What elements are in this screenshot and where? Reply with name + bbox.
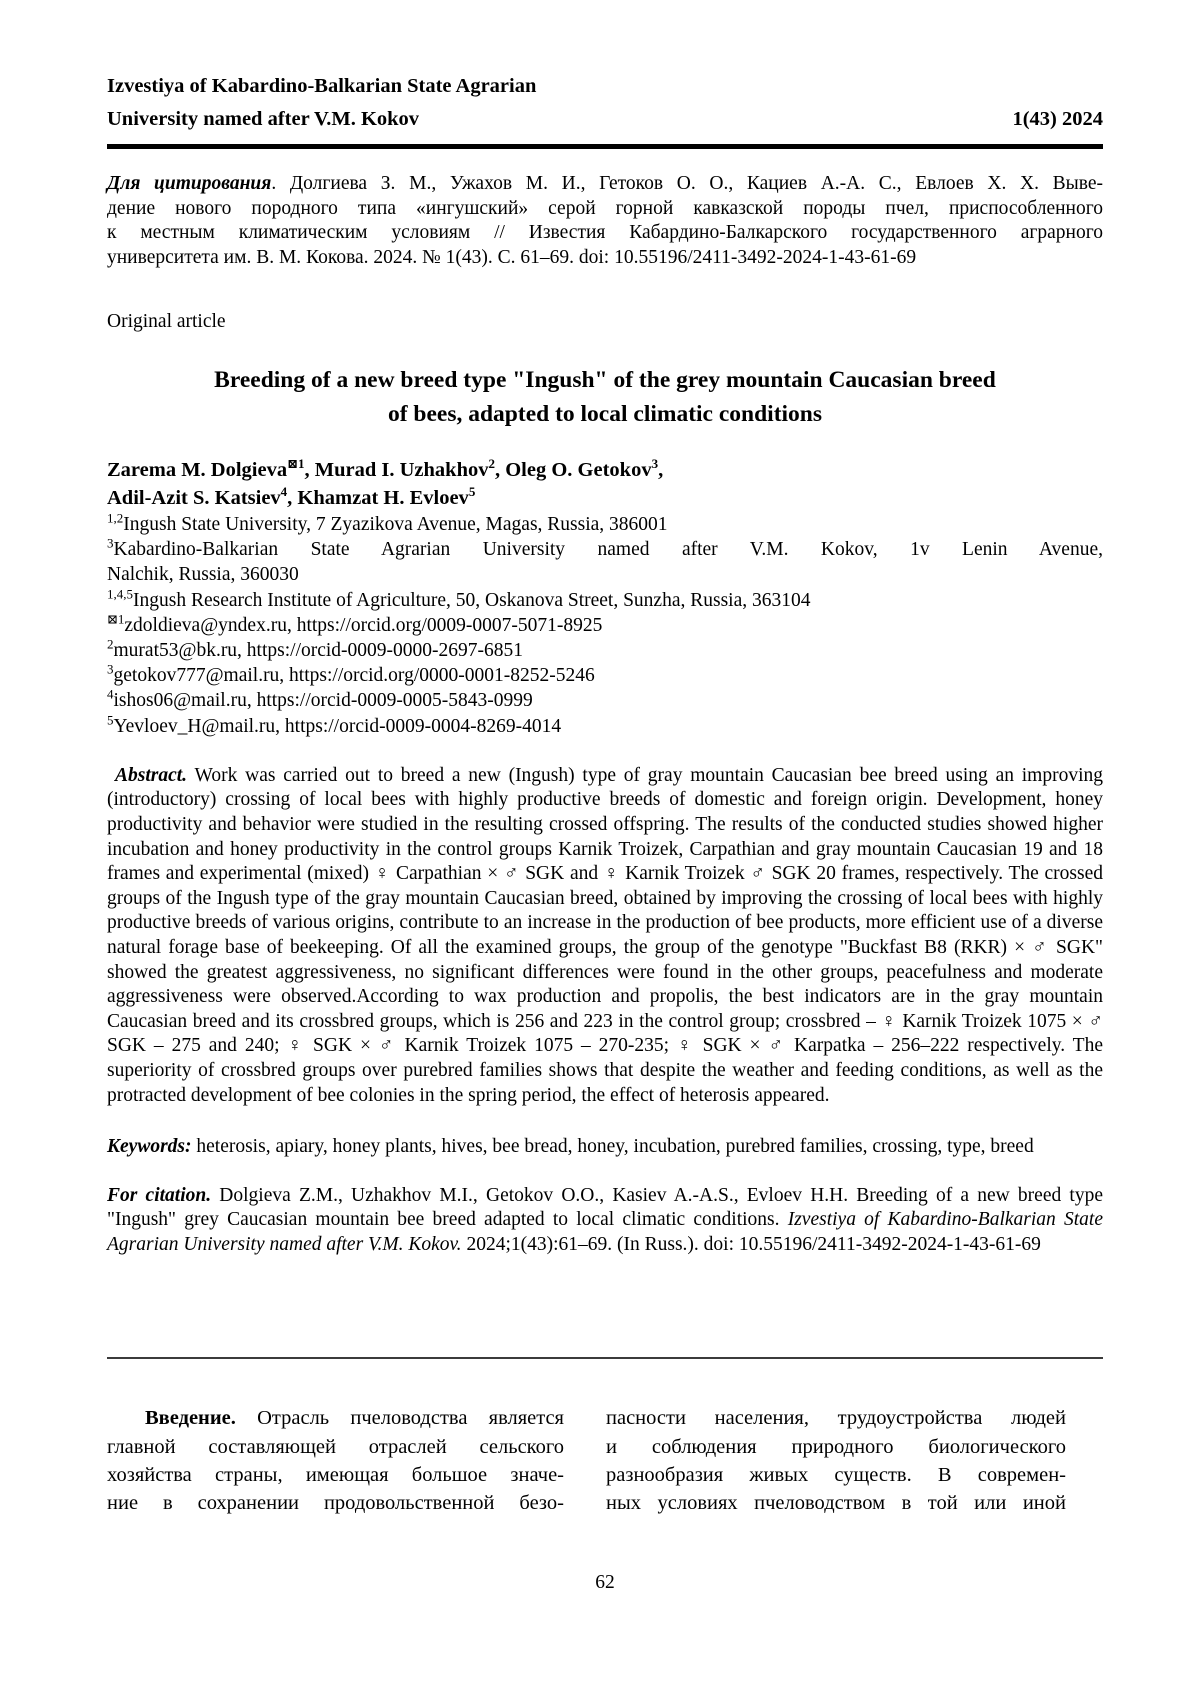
author-separator: , [658, 458, 664, 481]
russian-citation-block [107, 172, 1103, 270]
author-name: Murad I. Uzhakhov [314, 458, 489, 481]
article-title [107, 363, 1103, 431]
journal-name-line2-row [107, 103, 1103, 136]
contact-email-orcid: ishos06@mail.ru, https://orcid-0009-0005-5843-0999 [113, 690, 533, 712]
issue-number: 1(43) 2024 [1012, 108, 1103, 130]
author-superscript: 4 [280, 484, 288, 500]
affiliation-text: Ingush State University, 7 Zyazikova Avenue, Magas, Russia, 386001 [123, 513, 668, 535]
contact-superscript: 2 [107, 636, 114, 652]
author-separator: , [494, 458, 506, 481]
contact-superscript: 4 [107, 686, 114, 702]
author-superscript: 5 [468, 484, 476, 500]
abstract-text: Work was carried out to breed a new (Ingush) type of gray mountain Caucasian bee breed using an improving (introductory) crossing of local bees with highly productive breeds of domestic and foreign origin. Development, honey productivity and behavior were studied in the resulting crossed offspring. The results of the conducted studies showed higher incubation and honey productivity in the control groups Karnik Troizek, Carpathian and gray mountain Caucasian 19 and 18 frames and experimental (mixed) ♀ Carpathian × ♂ SGK and ♀ Karnik Troizek ♂ SGK 20 frames, respectively. The crossed groups of the Ingush type of the gray mountain Caucasian breed, obtained by improving the crossing of local bees with highly productive breeds of various origins, contribute to an increase in the production of bee products, more efficient use of a diverse natural forage base of beekeeping. Of all the examined groups, the group of the genotype "Buckfast B8 (RKR) × ♂ SGK" showed the greatest aggressiveness, no significant differences were found in the other groups, peacefulness and moderate aggressiveness were observed.According to wax production and propolis, the best indicators are in the gray mountain Caucasian breed and its crossbred groups, which is 256 and 223 in the control group; crossbred – ♀ Karnik Troizek 1075 × ♂ SGK – 275 and 240; ♀ SGK × ♂ Karnik Troizek 1075 – 270-235; ♀ SGK × ♂ Karpatka – 256–222 respectively. The superiority of crossbred groups over purebred families shows that despite the weather and feeding conditions, as well as the protracted development of bee colonies in the spring period, the effect of heterosis appeared. [107, 764, 1103, 1106]
intro-line: и соблюдения природного биологического [606, 1435, 1066, 1458]
affiliation-text: Ingush Research Institute of Agriculture, 50, Oskanova Street, Sunzha, Russia, 363104 [133, 589, 811, 611]
author-superscript: 3 [651, 456, 659, 472]
author-name: Khamzat H. Evloev [297, 486, 469, 509]
affiliation-superscript: 3 [107, 535, 114, 551]
author-name: Adil-Azit S. Katsiev [107, 486, 281, 509]
keywords-paragraph [107, 1135, 1103, 1160]
affiliation-line [107, 537, 1103, 562]
for-citation-doi-text: 2024;1(43):61–69. (In Russ.). doi: 10.55196/2411-3492-2024-1-43-61-69 [461, 1233, 1041, 1255]
author-superscript: ⊠1 [287, 456, 305, 472]
introduction-columns [107, 1404, 1103, 1517]
intro-text: Отрасль пчеловодства является [235, 1407, 564, 1430]
keywords-label: Keywords: [107, 1136, 192, 1158]
intro-line: ных условиях пчеловодством в той или иной [606, 1492, 1066, 1515]
contact-line [107, 714, 1103, 739]
russian-citation-line: дение нового породного типа «ингушский» серой горной кавказской породы пчел, приспособленного [107, 197, 1103, 219]
intro-line [107, 1404, 564, 1432]
intro-line: пасности населения, трудоустройства людей [606, 1407, 1066, 1430]
intro-line: хозяйства страны, имеющая большое значе- [107, 1464, 564, 1487]
contact-line [107, 688, 1103, 713]
page-header [107, 70, 1103, 149]
keywords-text: heterosis, apiary, honey plants, hives, bee bread, honey, incubation, purebred families, crossing, type, breed [191, 1136, 1034, 1158]
abstract-paragraph [107, 764, 1103, 1108]
for-citation-label: For citation. [107, 1184, 212, 1206]
article-type-label: Original article [107, 311, 226, 333]
author-separator: , [304, 458, 315, 481]
intro-heading: Введение. [145, 1407, 236, 1430]
affiliation-superscript: 1,4,5 [107, 586, 133, 602]
article-title-line1: Breeding of a new breed type "Ingush" of the grey mountain Caucasian breed [214, 366, 996, 393]
affiliation-line [107, 588, 1103, 613]
affiliation-superscript: 1,2 [107, 510, 124, 526]
header-rule [107, 144, 1103, 149]
for-citation-journal-name: Izvestiya of Kabardino-Balkarian State Agrarian University named after V.M. Kokov. [107, 1209, 1103, 1255]
author-superscript: 2 [488, 456, 495, 472]
authors-line1 [107, 456, 1103, 484]
abstract-label: Abstract. [115, 764, 188, 786]
contact-email-orcid: zdoldieva@yndex.ru, https://orcid.org/0009-0007-5071-8925 [124, 614, 603, 636]
contact-superscript: 5 [107, 712, 114, 728]
contact-superscript: ⊠1 [107, 611, 125, 627]
article-title-line2: of bees, adapted to local climatic conditions [387, 400, 823, 427]
section-divider-rule [107, 1357, 1103, 1359]
intro-line: ние в сохранении продовольственной безо- [107, 1492, 564, 1515]
contact-email-orcid: getokov777@mail.ru, https://orcid.org/0000-0001-8252-5246 [113, 665, 595, 687]
russian-citation-line: университета им. В. М. Кокова. 2024. № 1(43). С. 61–69. doi: 10.55196/2411-3492-2024-1-43-61-69 [107, 246, 917, 268]
authors-block [107, 456, 1103, 512]
page-number: 62 [595, 1572, 615, 1593]
author-name: Zarema M. Dolgieva [107, 458, 288, 481]
contact-superscript: 3 [107, 661, 114, 677]
journal-name-line2: University named after V.M. Kokov [107, 108, 420, 130]
for-citation-text: Dolgieva Z.M., Uzhakhov M.I., Getokov O.O., Kasiev A.-A.S., Evloev H.H. Breeding of a new breed type "Ingush" grey Caucasian mountain bee breed adapted to local climatic conditions. [107, 1184, 1103, 1231]
contact-line [107, 613, 1103, 638]
affiliations-block [107, 512, 1103, 739]
intro-line: разнообразия живых существ. В современ- [606, 1464, 1066, 1487]
russian-citation-label: Для цитирования [107, 173, 272, 194]
for-citation-paragraph [107, 1184, 1103, 1258]
intro-right-column [606, 1404, 1066, 1517]
contact-email-orcid: murat53@bk.ru, https://orcid-0009-0000-2697-6851 [113, 639, 524, 661]
russian-citation-line [107, 172, 1103, 197]
contact-line [107, 663, 1103, 688]
author-name: Oleg O. Getokov [505, 458, 652, 481]
affiliation-text: Kabardino-Balkarian State Agrarian University named after V.M. Kokov, 1v Lenin Avenue, [113, 539, 1103, 561]
contact-email-orcid: Yevloev_H@mail.ru, https://orcid-0009-0004-8269-4014 [113, 715, 562, 737]
contact-line [107, 638, 1103, 663]
russian-citation-line: к местным климатическим условиям // Известия Кабардино-Балкарского государственного аграрного [107, 222, 1103, 244]
authors-line2 [107, 484, 1103, 512]
intro-left-column [107, 1404, 564, 1517]
journal-name-line1: Izvestiya of Kabardino-Balkarian State Agrarian [107, 75, 537, 97]
intro-line: главной составляющей отраслей сельского [107, 1435, 564, 1458]
affiliation-line: Nalchik, Russia, 360030 [107, 564, 299, 586]
affiliation-line [107, 512, 1103, 537]
author-separator: , [287, 486, 298, 509]
russian-citation-text: . Долгиева З. М., Ужахов М. И., Гетоков О. О., Кациев А.-А. С., Евлоев Х. Х. Выве- [271, 173, 1103, 194]
